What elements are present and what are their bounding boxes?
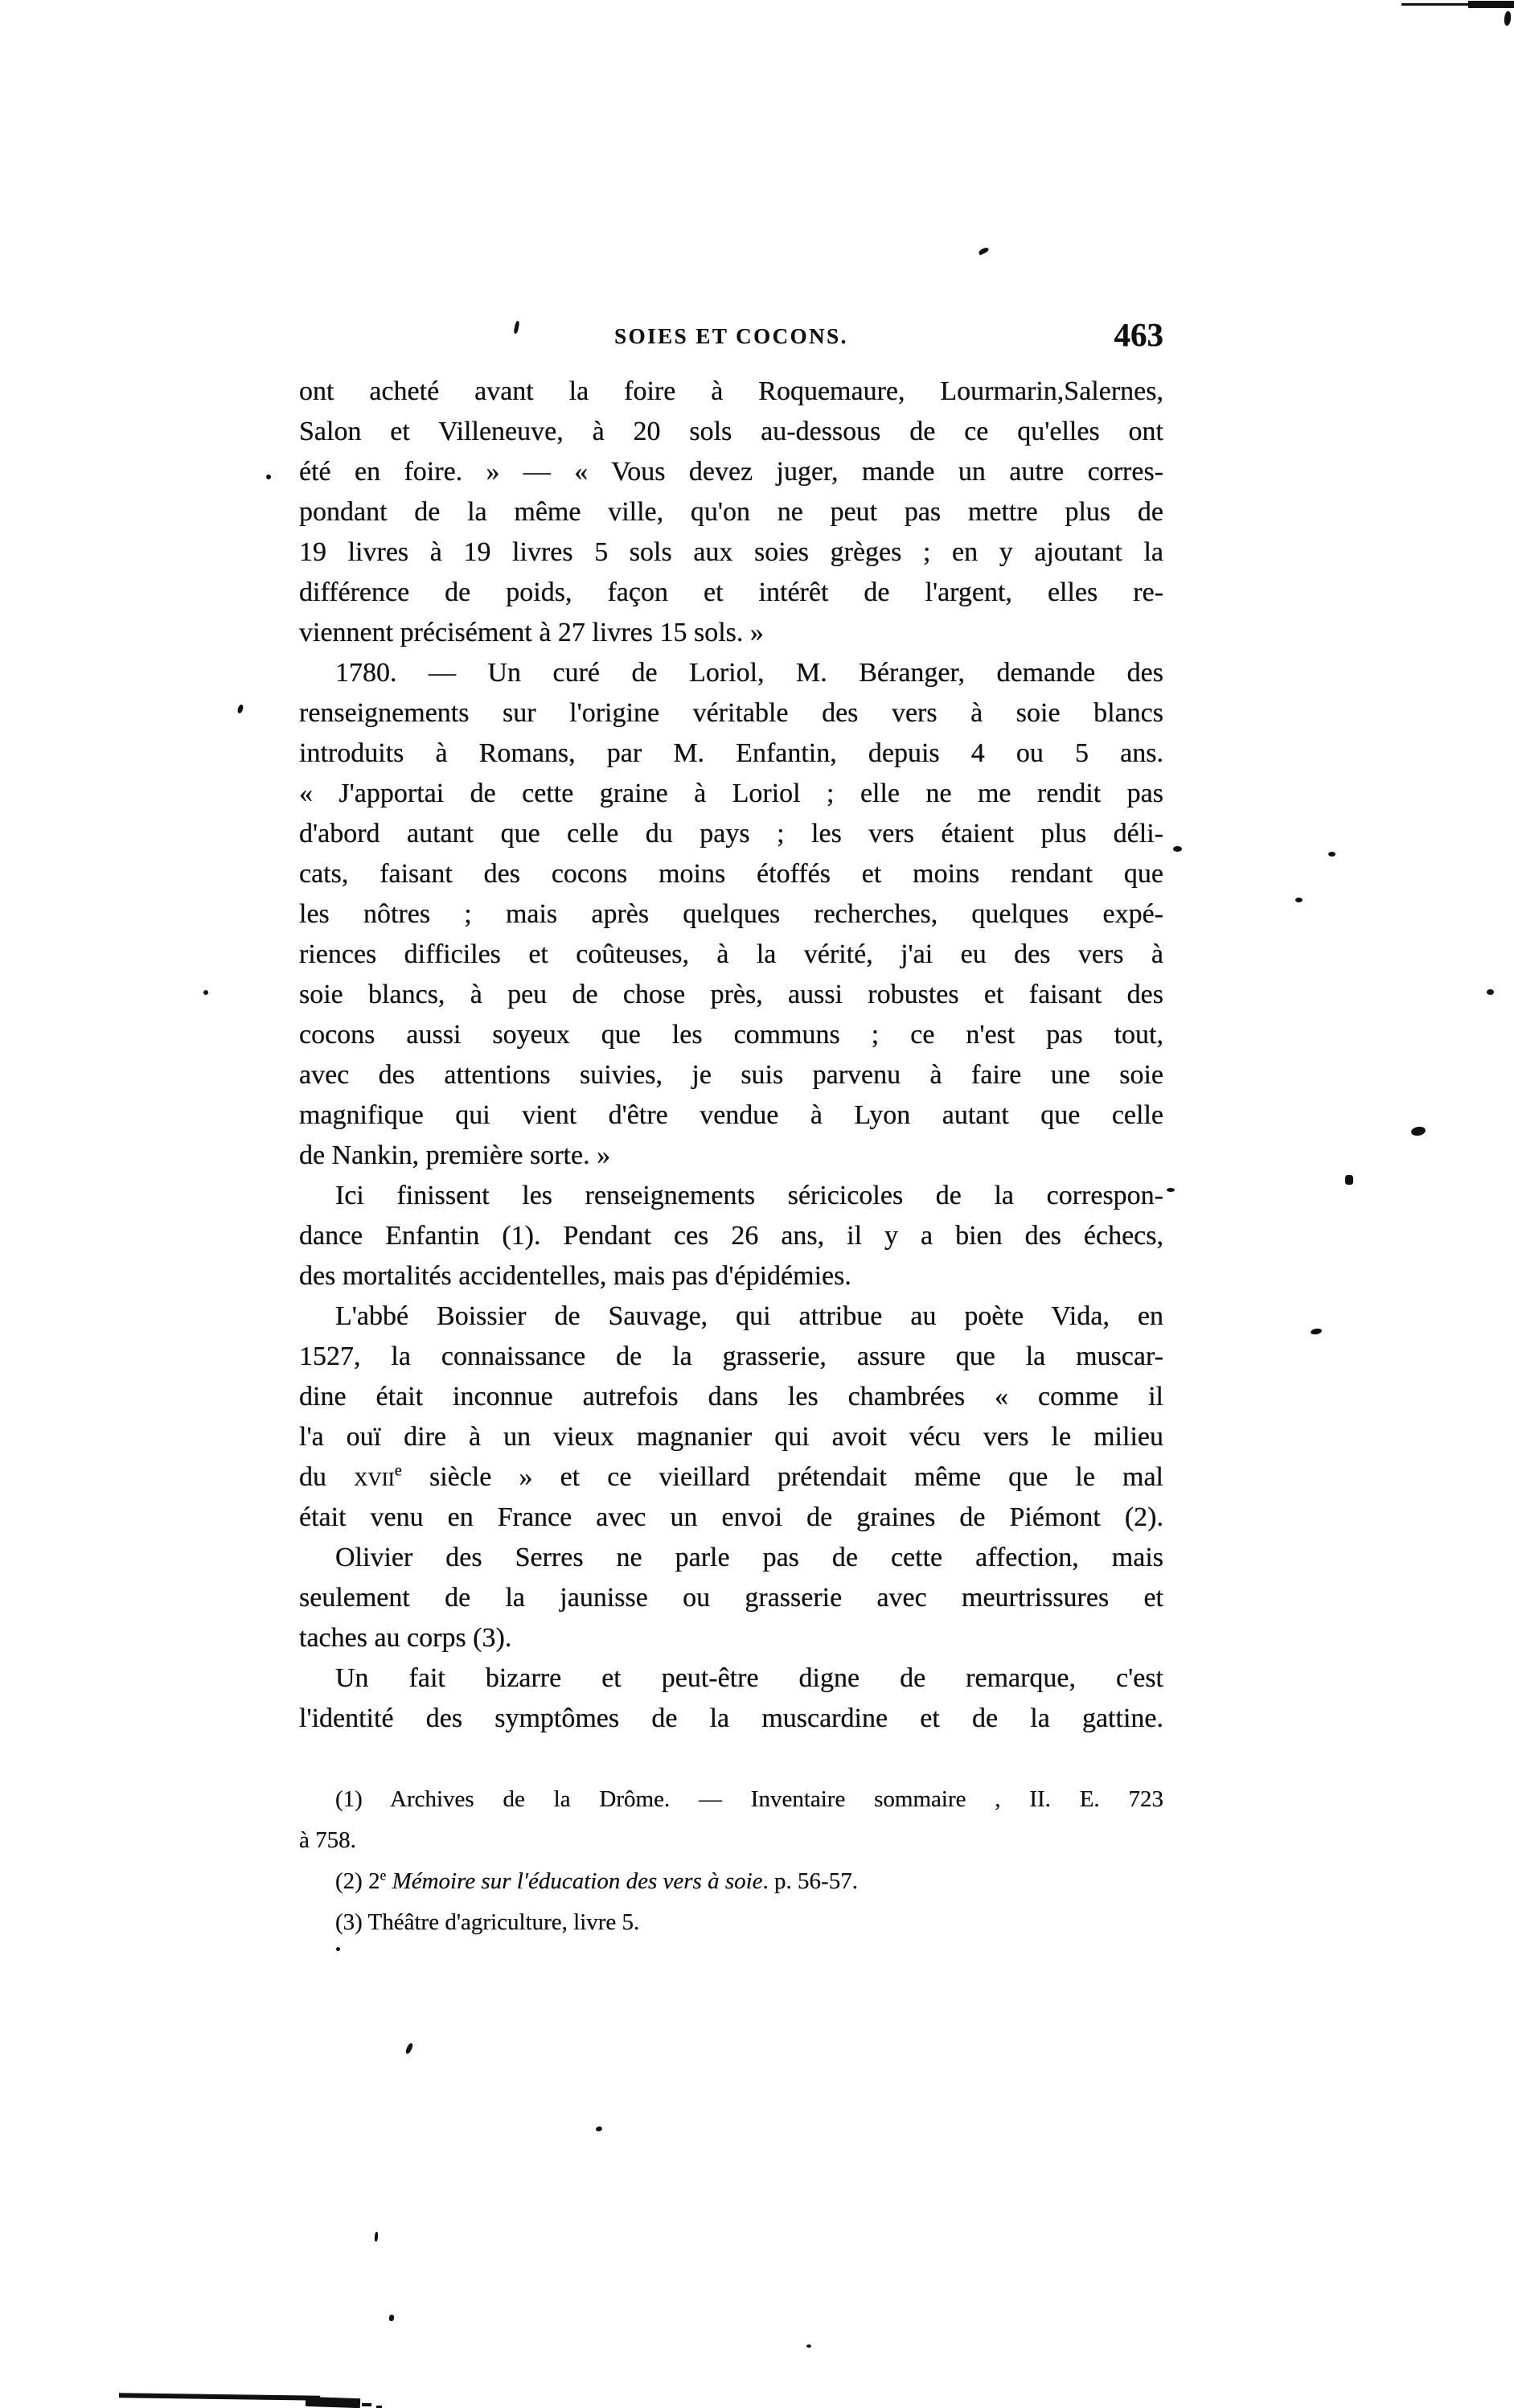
scan-speck: [266, 475, 271, 479]
scan-speck: [388, 2315, 394, 2322]
text-line: magnifique qui vient d'être vendue à Lyon autant que celle: [299, 1100, 1163, 1130]
text-line: viennent précisément à 27 livres 15 sols. »: [299, 618, 764, 647]
text-line: 19 livres à 19 livres 5 sols aux soies grèges ; en y ajoutant la: [299, 537, 1163, 567]
text-line: l'a ouï dire à un vieux magnanier qui avoit vécu vers le milieu: [299, 1422, 1163, 1452]
text-line: « J'apportai de cette graine à Loriol ; elle ne me rendit pas: [299, 779, 1163, 808]
text-line: était venu en France avec un envoi de graines de Piémont (2).: [299, 1502, 1163, 1532]
text-line: cats, faisant des cocons moins étoffés et moins rendant que: [299, 859, 1163, 889]
text-line: seulement de la jaunisse ou grasserie avec meurtrissures et: [299, 1583, 1163, 1613]
scan-speck: [595, 2126, 602, 2132]
scan-line-artifact: [1401, 3, 1471, 6]
text-line: d'abord autant que celle du pays ; les vers étaient plus déli-: [299, 819, 1163, 849]
text-line: été en foire. » — « Vous devez juger, mande un autre corres-: [299, 457, 1163, 487]
scan-line-artifact: [362, 2403, 371, 2406]
text-line: 1780. — Un curé de Loriol, M. Béranger, demande des: [335, 658, 1163, 688]
scan-speck: [236, 704, 244, 713]
scan-speck: [1310, 1328, 1322, 1335]
scan-speck: [978, 247, 989, 256]
text-line: soie blancs, à peu de chose près, aussi robustes et faisant des: [299, 980, 1163, 1009]
text-line: L'abbé Boissier de Sauvage, qui attribue au poète Vida, en: [335, 1301, 1163, 1331]
text-line: Olivier des Serres ne parle pas de cette affection, mais: [335, 1543, 1163, 1572]
text-line: Un fait bizarre et peut-être digne de remarque, c'est: [335, 1663, 1163, 1693]
scan-speck: [203, 990, 208, 995]
text-line: du xvii$^e$ siècle » et ce vieillard prétendait même que le mal: [299, 1461, 1164, 1492]
text-line: Salon et Villeneuve, à 20 sols au-dessous de ce qu'elles ont: [299, 417, 1163, 446]
text-line: avec des attentions suivies, je suis parvenu à faire une soie: [299, 1060, 1163, 1090]
footnote-line: (3) Théâtre d'agriculture, livre 5.: [335, 1909, 640, 1935]
text-line: des mortalités accidentelles, mais pas d'épidémies.: [299, 1261, 851, 1291]
text-line: de Nankin, première sorte. »: [299, 1140, 611, 1170]
text-line: différence de poids, façon et intérêt de l'argent, elles re-: [299, 577, 1163, 607]
text-line: taches au corps (3).: [299, 1623, 512, 1653]
footnote-line: (2) 2e Mémoire sur l'éducation des vers à soie. p. 56-57.: [335, 1867, 858, 1894]
text-line: ont acheté avant la foire à Roquemaure, Lourmarin,Salernes,: [299, 376, 1163, 406]
page-body-text: [299, 372, 1163, 1739]
scan-speck: [1504, 11, 1512, 27]
text-line: pondant de la même ville, qu'on ne peut pas mettre plus de: [299, 497, 1163, 527]
text-line: dine était inconnue autrefois dans les chambrées « comme il: [299, 1382, 1163, 1412]
text-line: Ici finissent les renseignements séricicoles de la correspon-: [335, 1181, 1163, 1210]
scan-speck: [374, 2232, 378, 2242]
text-line: cocons aussi soyeux que les communs ; ce n'est pas tout,: [299, 1020, 1163, 1050]
scan-speck: [1295, 898, 1303, 902]
text-line: riences difficiles et coûteuses, à la vérité, j'ai eu des vers à: [299, 939, 1163, 969]
scan-line-artifact: [306, 2397, 360, 2408]
scan-speck: [1167, 1188, 1175, 1192]
text-line: renseignements sur l'origine véritable des vers à soie blancs: [299, 698, 1163, 728]
scan-speck: [336, 1947, 340, 1951]
footnotes: [299, 1779, 1163, 1943]
text-line: introduits à Romans, par M. Enfantin, depuis 4 ou 5 ans.: [299, 738, 1163, 768]
scan-speck: [1345, 1175, 1353, 1185]
footnote-line: (1) Archives de la Drôme. — Inventaire sommaire , II. E. 723: [335, 1786, 1163, 1812]
text-line: l'identité des symptômes de la muscardine et de la gattine.: [299, 1703, 1163, 1733]
text-line: dance Enfantin (1). Pendant ces 26 ans, il y a bien des échecs,: [299, 1221, 1163, 1251]
scan-line-artifact: [1468, 1, 1514, 8]
text-line: les nôtres ; mais après quelques recherches, quelques expé-: [299, 899, 1163, 929]
scan-line-artifact: [119, 2393, 320, 2400]
running-header-title: SOIES ET COCONS.: [614, 324, 848, 348]
scan-speck: [1328, 852, 1336, 857]
scan-speck: [1410, 1126, 1426, 1137]
footnote-line: à 758.: [299, 1827, 356, 1853]
scan-speck: [806, 2344, 811, 2348]
scan-speck: [1173, 846, 1182, 852]
scan-speck: [404, 2042, 413, 2054]
scan-speck: [1487, 989, 1494, 995]
text-line: 1527, la connaissance de la grasserie, assure que la muscar-: [299, 1342, 1163, 1371]
page-number: 463: [1114, 316, 1163, 353]
